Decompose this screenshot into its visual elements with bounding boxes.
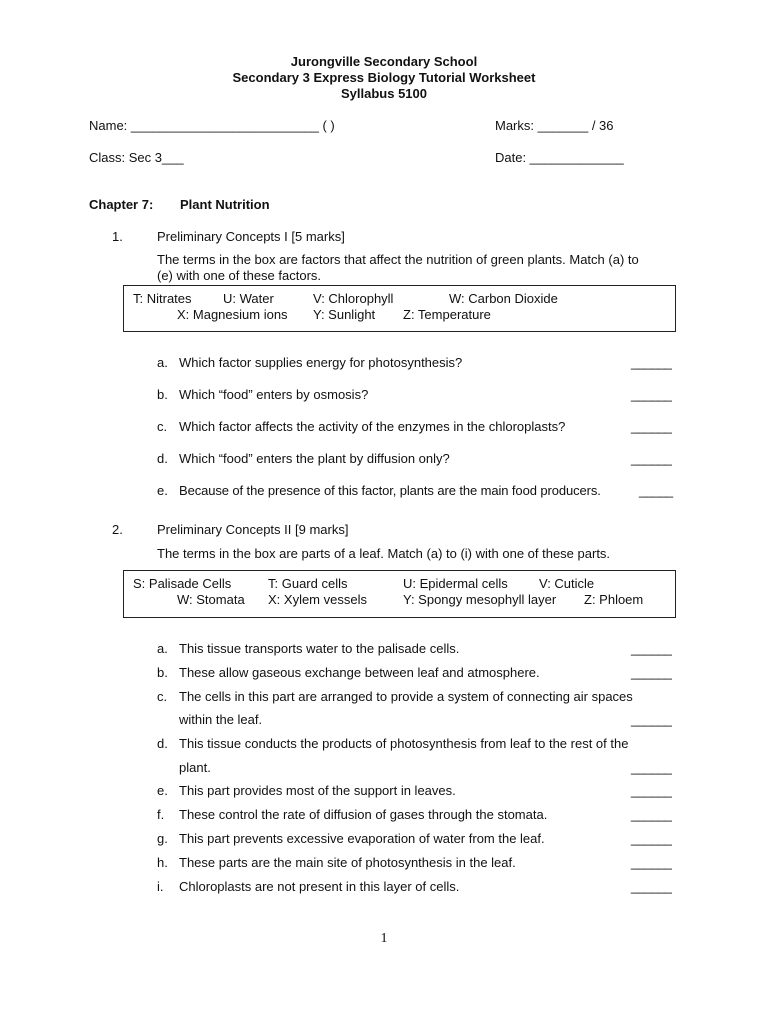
q1-terms-box (123, 285, 676, 332)
item-text: This part prevents excessive evaporation of water from the leaf. (179, 831, 545, 846)
item-label: d. (157, 736, 168, 751)
answer-blank[interactable]: ______ (631, 760, 672, 775)
item-label: e. (157, 483, 168, 498)
answer-blank[interactable]: ______ (631, 419, 672, 434)
q1-intro-line2: (e) with one of these factors. (157, 268, 322, 283)
q1-term: Y: Sunlight (313, 307, 376, 322)
answer-blank[interactable]: ______ (631, 783, 672, 798)
item-text: This part provides most of the support in leaves. (179, 783, 456, 798)
q2-number: 2. (112, 522, 123, 537)
item-text: The cells in this part are arranged to provide a system of connecting air spaces (179, 689, 633, 704)
item-label: a. (157, 641, 168, 656)
answer-blank[interactable]: ______ (631, 879, 672, 894)
class-field[interactable]: Class: Sec 3___ (89, 150, 184, 165)
q1-number: 1. (112, 229, 123, 244)
date-field[interactable]: Date: _____________ (495, 150, 624, 165)
q2-heading: Preliminary Concepts II [9 marks] (157, 522, 349, 537)
answer-blank[interactable]: ______ (631, 451, 672, 466)
item-text: This tissue conducts the products of photosynthesis from leaf to the rest of the (179, 736, 629, 751)
q1-term: Z: Temperature (403, 307, 491, 322)
item-label: a. (157, 355, 168, 370)
item-text: Which “food” enters by osmosis? (179, 387, 369, 402)
item-label: c. (157, 689, 168, 704)
item-label: f. (157, 807, 165, 822)
item-text: These parts are the main site of photosynthesis in the leaf. (179, 855, 516, 870)
q2-term: T: Guard cells (268, 576, 348, 591)
q2-term: Y: Spongy mesophyll layer (403, 592, 557, 607)
item-text-continued: plant. (179, 760, 211, 775)
q2-intro: The terms in the box are parts of a leaf. Match (a) to (i) with one of these parts. (157, 546, 611, 561)
q2-term: V: Cuticle (539, 576, 595, 591)
q1-term: X: Magnesium ions (177, 307, 288, 322)
item-text: Chloroplasts are not present in this layer of cells. (179, 879, 460, 894)
q1-intro-line1: The terms in the box are factors that affect the nutrition of green plants. Match (a) to (157, 252, 639, 267)
answer-blank[interactable]: ______ (631, 387, 672, 402)
item-text: This tissue transports water to the palisade cells. (179, 641, 460, 656)
item-text: Because of the presence of this factor, plants are the main food producers. (179, 483, 601, 498)
worksheet-header (0, 54, 768, 102)
answer-blank[interactable]: ______ (631, 712, 672, 727)
item-label: g. (157, 831, 168, 846)
item-text: Which factor supplies energy for photosynthesis? (179, 355, 463, 370)
school-name: Jurongville Secondary School (290, 54, 478, 69)
item-label: i. (157, 879, 164, 894)
q2-term: Z: Phloem (584, 592, 644, 607)
answer-blank[interactable]: ______ (631, 807, 672, 822)
q2-term: X: Xylem vessels (268, 592, 367, 607)
syllabus-code: Syllabus 5100 (341, 86, 427, 101)
q2-term: S: Palisade Cells (133, 576, 232, 591)
q1-term: W: Carbon Dioxide (449, 291, 558, 306)
q1-term: U: Water (223, 291, 274, 306)
item-text: These control the rate of diffusion of gases through the stomata. (179, 807, 548, 822)
name-field[interactable]: Name: __________________________ ( ) (89, 118, 335, 133)
worksheet-title: Secondary 3 Express Biology Tutorial Worksheet (232, 70, 536, 85)
q1-term: T: Nitrates (133, 291, 192, 306)
marks-field[interactable]: Marks: _______ / 36 (495, 118, 614, 133)
item-label: h. (157, 855, 168, 870)
item-label: b. (157, 665, 168, 680)
q2-term: W: Stomata (177, 592, 245, 607)
item-text: Which “food” enters the plant by diffusion only? (179, 451, 450, 466)
q1-term: V: Chlorophyll (313, 291, 394, 306)
item-label: e. (157, 783, 168, 798)
q2-term: U: Epidermal cells (403, 576, 508, 591)
item-label: c. (157, 419, 168, 434)
item-text: These allow gaseous exchange between leaf and atmosphere. (179, 665, 540, 680)
chapter-number: Chapter 7: (89, 197, 154, 212)
item-label: d. (157, 451, 168, 466)
item-label: b. (157, 387, 168, 402)
answer-blank[interactable]: ______ (631, 641, 672, 656)
item-text-continued: within the leaf. (179, 712, 263, 727)
page-number: 1 (380, 931, 388, 946)
answer-blank[interactable]: _____ (639, 483, 673, 498)
q2-terms-box (123, 570, 676, 618)
answer-blank[interactable]: ______ (631, 665, 672, 680)
chapter-title: Plant Nutrition (180, 197, 270, 212)
q1-heading: Preliminary Concepts I [5 marks] (157, 229, 345, 244)
item-text: Which factor affects the activity of the enzymes in the chloroplasts? (179, 419, 566, 434)
answer-blank[interactable]: ______ (631, 831, 672, 846)
answer-blank[interactable]: ______ (631, 855, 672, 870)
answer-blank[interactable]: ______ (631, 355, 672, 370)
